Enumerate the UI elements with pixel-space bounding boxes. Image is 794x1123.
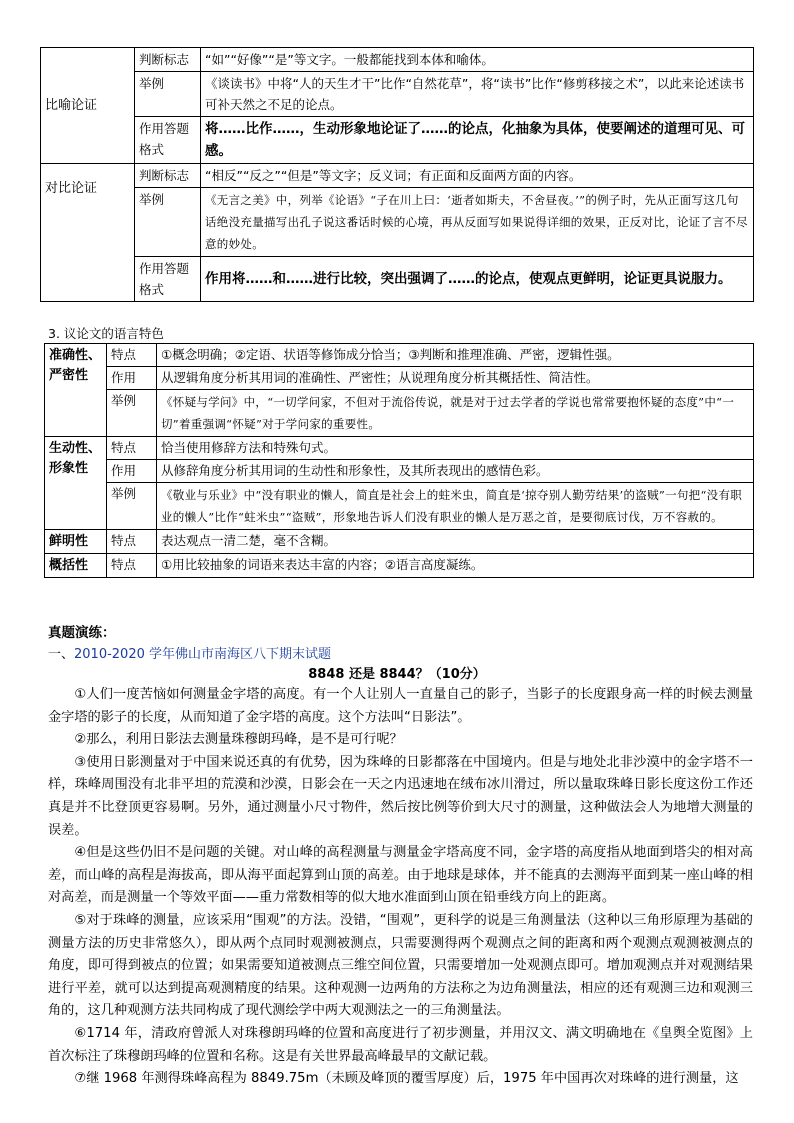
category-clarity: 鲜明性 [45, 530, 107, 554]
article-paragraph: ③使用日影测量对于中国来说还真的有优势，因为珠峰的日影都落在中国境内。但是与地处北非沙漠中的金字塔不一样，珠峰周围没有北非平坦的荒漠和沙漠，日影会在一天之内迅速地在绒布冰川滑过，所以量取珠峰日影长度这份工作还真是并不比登顶更容易啊。另外，通过测量小尺寸物件，然后按比例等价到大尺寸的测量，这种做法会人为地增大测量的误差。 [48, 754, 753, 838]
row-text: 《怀疑与学问》中，“一切学问家，不但对于流俗传说，就是对于过去学者的学说也常常要抱怀疑的态度”中“一切”着重强调“怀疑”对于学问家的重要性。 [157, 390, 754, 437]
row-text: 从修辞角度分析其用词的生动性和形象性，及其所表现出的感情色彩。 [157, 460, 754, 483]
row-label: 判断标志 [135, 164, 201, 188]
language-features-table [44, 343, 754, 578]
row-text: “如”“好像”“是”等文字。一般都能找到本体和喻体。 [201, 48, 754, 72]
row-label: 作用答题格式 [135, 117, 201, 164]
article-paragraph: ①人们一度苦恼如何测量金字塔的高度。有一个人让别人一直量自己的影子，当影子的长度跟身高一样的时候去测量金字塔的影子的长度，从而知道了金字塔的高度。这个方法叫“日影法”。 [48, 687, 753, 725]
category-contrast: 对比论证 [41, 164, 135, 302]
row-label: 特点 [107, 530, 157, 554]
row-label: 特点 [107, 344, 157, 367]
category-vividness: 生动性、形象性 [45, 437, 107, 530]
row-label: 作用答题格式 [135, 257, 201, 302]
article-paragraph: ⑦继 1968 年测得珠峰高程为 8849.75m（未顾及峰顶的覆雪厚度）后，1975 年中国再次对珠峰的进行测量，这 [74, 1071, 739, 1087]
article-paragraph: ⑤对于珠峰的测量，应该采用“围观”的方法。没错，“围观”，更科学的说是三角测量法（这种以三角形原理为基础的测量方法的历史非常悠久），即从两个点同时观测被测点，只需要测得两个观测点之间的距离和两个观测点观测被测点的角度，即可得到被点的位置；如果需要知道被测点三维空间位置，只需要增加一处观测点即可。增加观测点并对观测结果进行平差，就可以达到提高观测精度的结果。这种观测一边两角的方法称之为边角测量法，相应的还有观测三边和观测三角的，这几种观测方法共同构成了现代测绘学中两大观测法之一的三角测量法。 [48, 912, 753, 1019]
row-label: 特点 [107, 554, 157, 578]
row-text: 《敬业与乐业》中“没有职业的懒人，简直是社会上的蛀米虫，简直是‘掠夺别人勤劳结果’的盗贼”一句把“没有职业的懒人”比作“蛀米虫”“盗贼”，形象地告诉人们没有职业的懒人是万恶之首，是要彻底讨伐，万不容赦的。 [157, 483, 754, 530]
row-text: 从逻辑角度分析其用词的准确性、严密性；从说理角度分析其概括性、简洁性。 [157, 367, 754, 390]
source-link[interactable]: 2010-2020 学年佛山市南海区八下期末试题 [74, 647, 332, 662]
row-label: 作用 [107, 460, 157, 483]
article-body [48, 684, 753, 1091]
category-accuracy: 准确性、严密性 [45, 344, 107, 437]
row-label: 特点 [107, 437, 157, 460]
row-label: 举例 [107, 483, 157, 530]
row-text: 恰当使用修辞方法和特殊句式。 [157, 437, 754, 460]
argument-methods-table [40, 47, 754, 302]
row-label: 举例 [107, 390, 157, 437]
article-title: 8848 还是 8844？（10分） [308, 667, 486, 682]
row-text: ①概念明确；②定语、状语等修饰成分恰当；③判断和推理准确、严密，逻辑性强。 [157, 344, 754, 367]
practice-title: 真题演练： [48, 625, 116, 641]
row-text: 表达观点一清二楚，毫不含糊。 [157, 530, 754, 554]
row-text: 将……比作……，生动形象地论证了……的论点，化抽象为具体，使要阐述的道理可见、可感。 [201, 117, 754, 164]
category-generality: 概括性 [45, 554, 107, 578]
exam-source [48, 643, 331, 662]
row-label: 举例 [135, 188, 201, 257]
row-text: “相反”“反之”“但是”等文字；反义词；有正面和反面两方面的内容。 [201, 164, 754, 188]
category-metaphor: 比喻论证 [41, 48, 135, 164]
row-label: 作用 [107, 367, 157, 390]
row-text: ①用比较抽象的词语来表达丰富的内容；②语言高度凝练。 [157, 554, 754, 578]
row-text: 《无言之美》中，列举《论语》“子在川上曰：‘逝者如斯夫，不舍昼夜。’”的例子时，先从正面写这几句话绝没充量描写出孔子说这番话时候的心境，再从反面写如果说得详细的效果，正反对比，论证了言不尽意的妙处。 [201, 188, 754, 257]
source-prefix: 一、 [48, 647, 75, 662]
section-heading: 3. 议论文的语言特色 [48, 326, 164, 341]
article-paragraph: ⑥1714 年，清政府曾派人对珠穆朗玛峰的位置和高度进行了初步测量，并用汉文、满文明确地在《皇舆全览图》上首次标注了珠穆朗玛峰的位置和名称。这是有关世界最高峰最早的文献记载。 [48, 1025, 753, 1064]
article-paragraph: ②那么，利用日影法去测量珠穆朗玛峰，是不是可行呢？ [74, 732, 403, 748]
row-label: 举例 [135, 72, 201, 117]
row-text: 《谈读书》中将“人的天生才干”比作“自然花草”，将“读书”比作“修剪移接之术”，以此来论述读书可补天然之不足的论点。 [201, 72, 754, 117]
row-label: 判断标志 [135, 48, 201, 72]
row-text: 作用将……和……进行比较，突出强调了……的论点，使观点更鲜明，论证更具说服力。 [201, 257, 754, 302]
article-paragraph: ④但是这些仍旧不是问题的关键。对山峰的高程测量与测量金字塔高度不同，金字塔的高度指从地面到塔尖的相对高差，而山峰的高程是海拔高，即从海平面起算到山顶的高差。由于地球是球体，并不能真的去测海平面到某一座山峰的相对高差，而是测量一个等效平面——重力常数相等的似大地水准面到山顶在铅垂线方向上的距离。 [48, 845, 753, 906]
